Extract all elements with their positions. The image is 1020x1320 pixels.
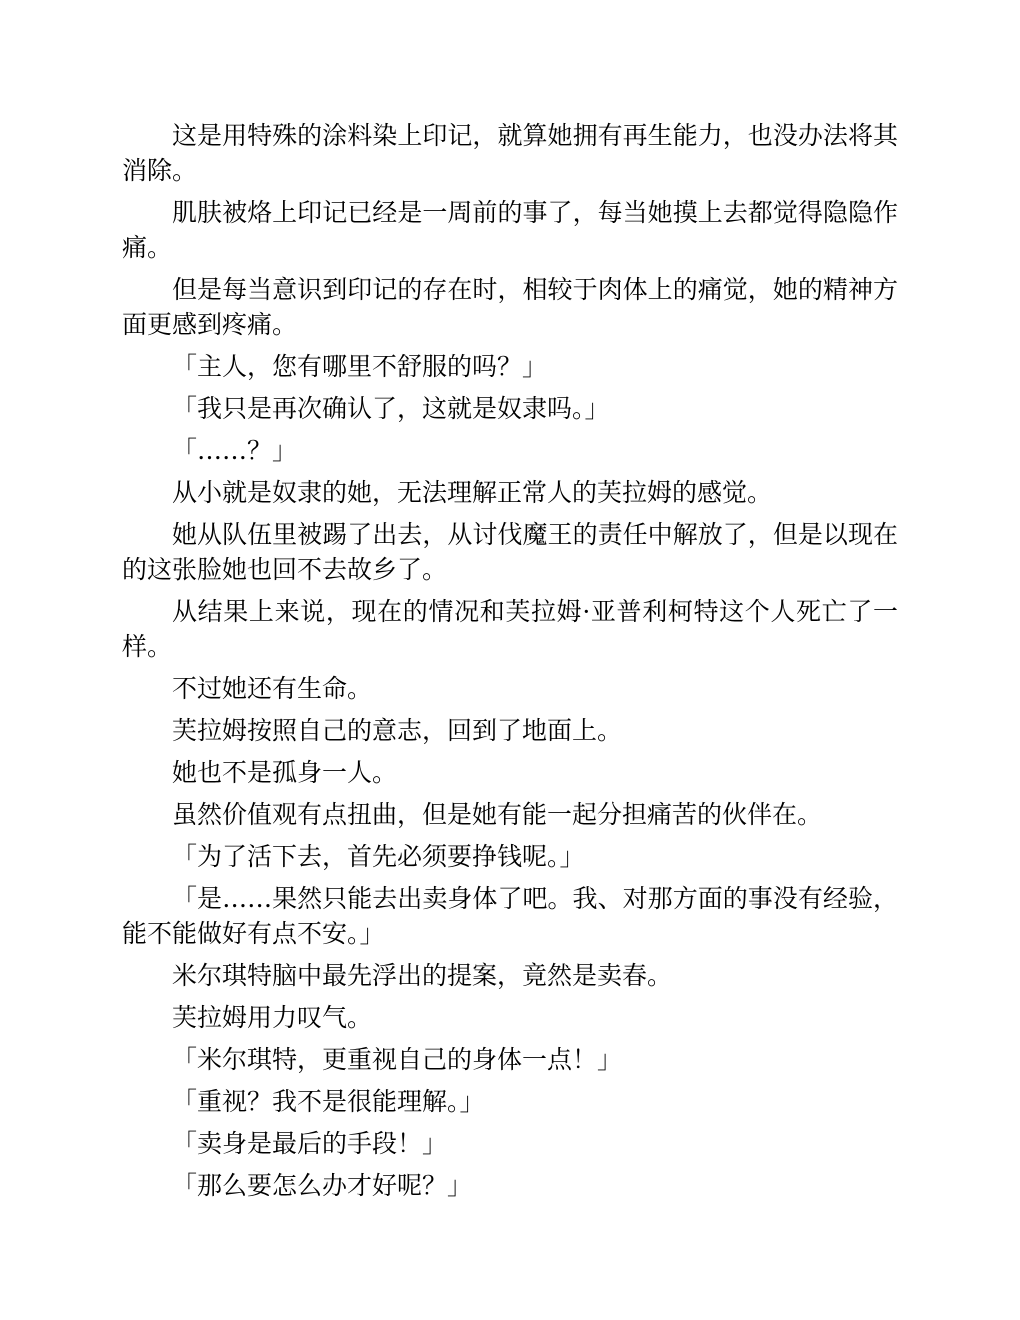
paragraph: 从小就是奴隶的她，无法理解正常人的芙拉姆的感觉。	[172, 478, 773, 507]
dialog-line: 「卖身是最后的手段！」	[172, 1129, 448, 1158]
paragraph: 米尔琪特脑中最先浮出的提案，竟然是卖春。	[172, 961, 673, 990]
dialog-line: 「为了活下去，首先必须要挣钱呢。」	[172, 842, 585, 871]
paragraph: 她从队伍里被踢了出去，从讨伐魔王的责任中解放了，但是以现在的这张脸她也回不去故乡了。	[122, 520, 898, 584]
paragraph: 虽然价值观有点扭曲，但是她有能一起分担痛苦的伙伴在。	[172, 800, 823, 829]
dialog-line: 「我只是再次确认了，这就是奴隶吗。」	[172, 394, 610, 423]
dialog-line: 「主人，您有哪里不舒服的吗？」	[172, 352, 548, 381]
paragraph: 从结果上来说，现在的情况和芙拉姆·亚普利柯特这个人死亡了一样。	[122, 597, 898, 661]
paragraph: 不过她还有生命。	[172, 674, 373, 703]
document-page	[122, 118, 898, 1210]
dialog-line: 「重视？我不是很能理解。」	[172, 1087, 485, 1116]
paragraph: 芙拉姆用力叹气。	[172, 1003, 373, 1032]
paragraph: 但是每当意识到印记的存在时，相较于肉体上的痛觉，她的精神方面更感到疼痛。	[122, 275, 898, 339]
paragraph: 芙拉姆按照自己的意志，回到了地面上。	[172, 716, 623, 745]
paragraph: 这是用特殊的涂料染上印记，就算她拥有再生能力，也没办法将其消除。	[122, 121, 898, 185]
dialog-line: 「那么要怎么办才好呢？」	[172, 1171, 473, 1200]
dialog-line: 「……？」	[172, 436, 298, 465]
paragraph: 肌肤被烙上印记已经是一周前的事了，每当她摸上去都觉得隐隐作痛。	[122, 198, 898, 262]
paragraph: 她也不是孤身一人。	[172, 758, 398, 787]
dialog-line: 「米尔琪特，更重视自己的身体一点！」	[172, 1045, 623, 1074]
dialog-line: 「是……果然只能去出卖身体了吧。我、对那方面的事没有经验，能不能做好有点不安。」	[122, 884, 898, 948]
